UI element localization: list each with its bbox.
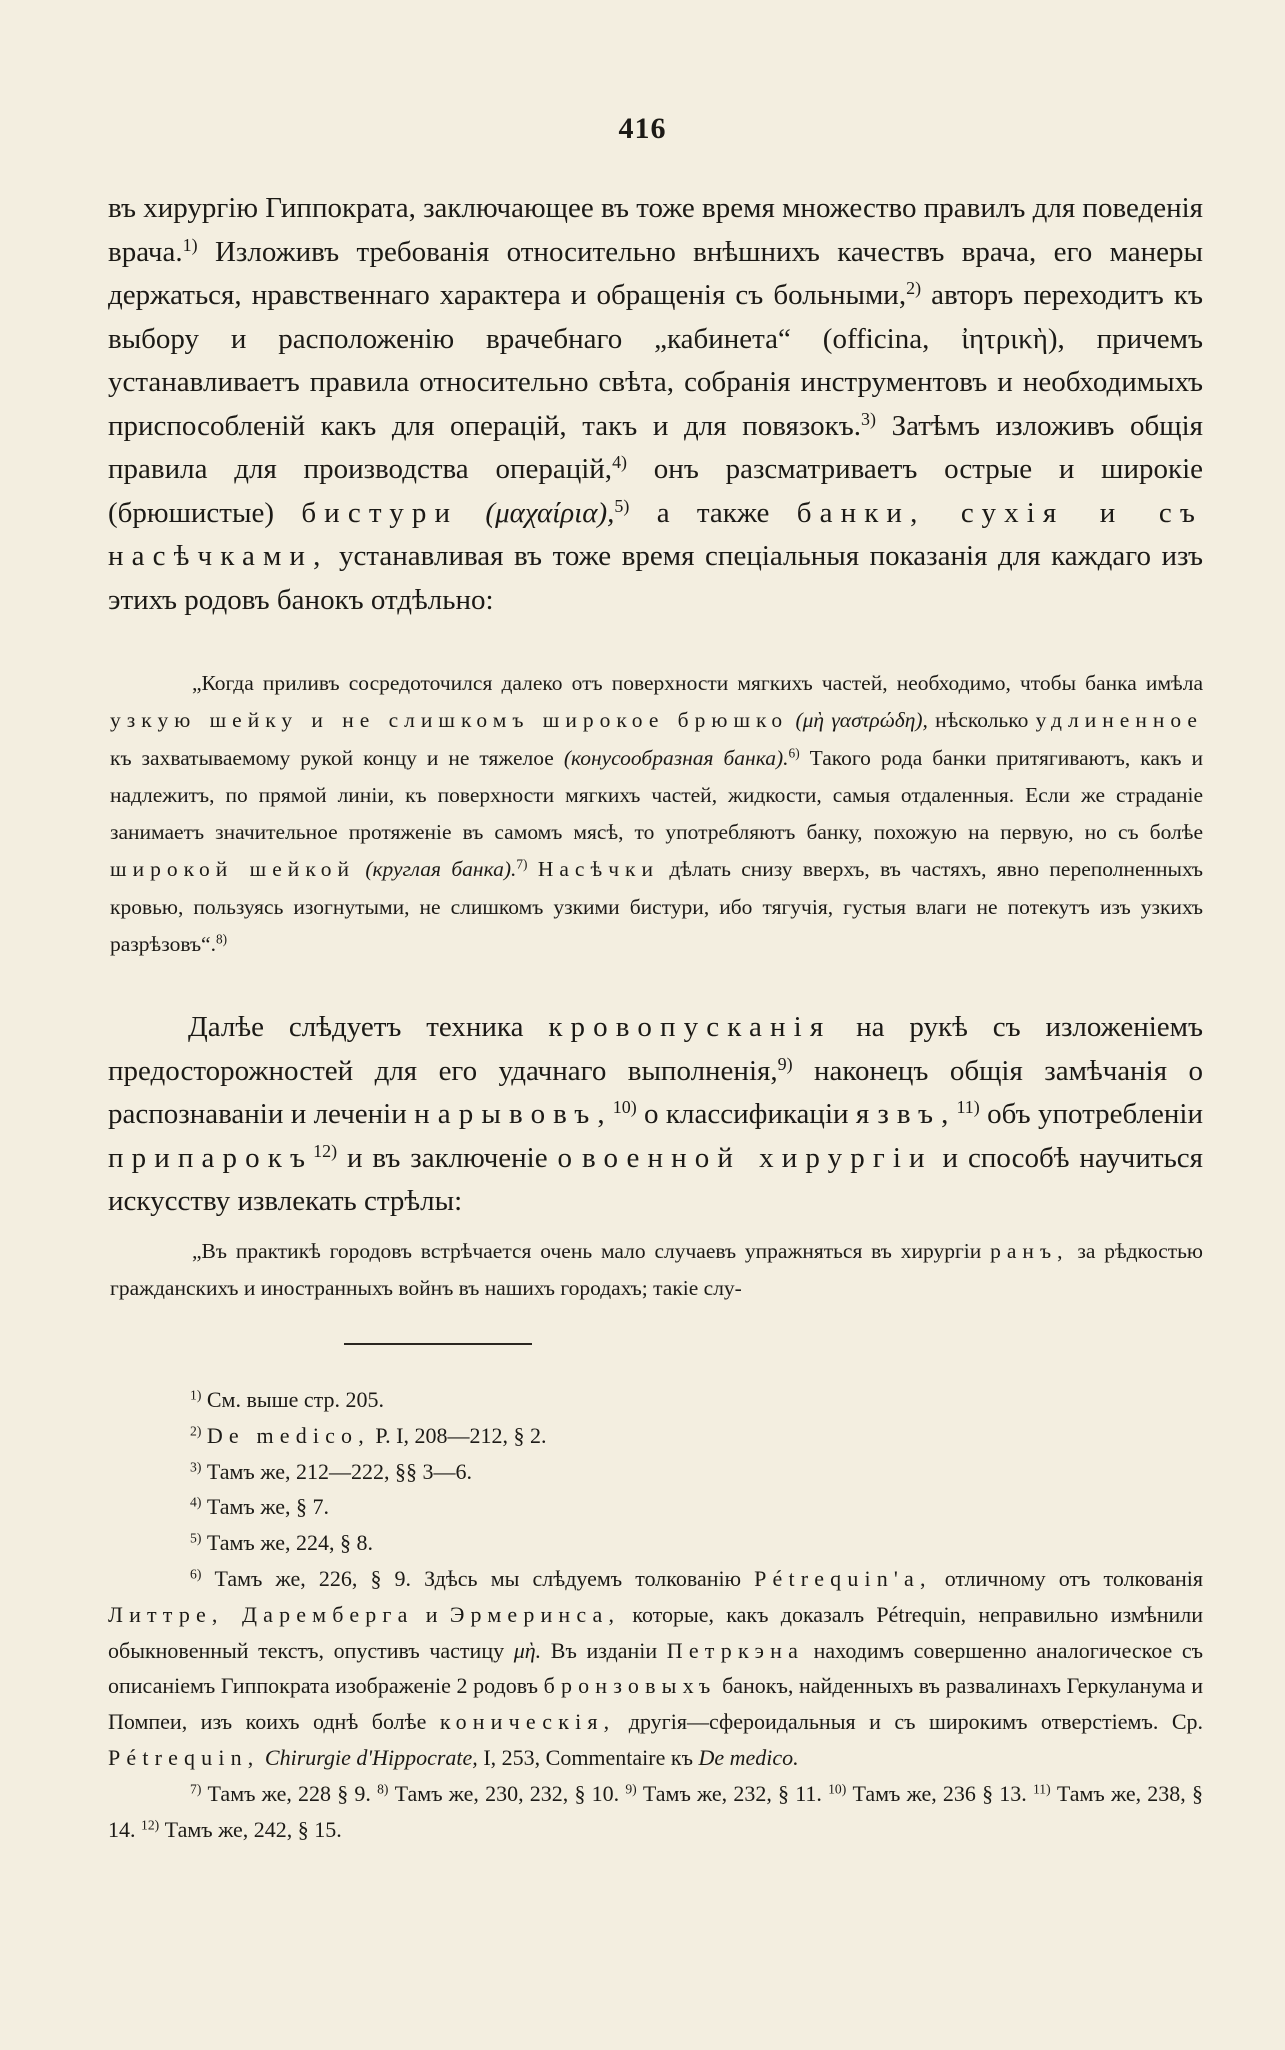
footnote-ref[interactable]: 12) [313, 1140, 338, 1161]
footnote-text: I, 253, Commentaire къ [477, 1744, 699, 1770]
text: и способѣ научиться искусству извлекать стрѣлы: [108, 1141, 1204, 1217]
text: авторъ переходитъ къ выбору и расположенію врачебнаго „кабинета“ (officina, ἰητρικὴ), причемъ устанавливаетъ правила относительно свѣта, собранія инструментовъ и необходимыхъ приспособленій какъ для операцій, такъ и для повязокъ. [108, 279, 1203, 442]
text: на рукѣ съ изложеніемъ предосторожностей для его удачнаго выполненія, [108, 1011, 1203, 1087]
paragraph-2 [108, 1006, 1203, 1224]
spaced-term: узкую шейку и не слишкомъ широкое брюшко [110, 708, 789, 733]
text: Изложивъ требованія относительно внѣшнихъ качествъ врача, его манеры держаться, нравственнаго характера и обращенія съ больными, [108, 235, 1203, 311]
footnote-ref[interactable]: 6) [788, 745, 800, 761]
footnote-marker: 7) [190, 1781, 202, 1797]
paragraph-1 [108, 187, 1203, 622]
footnote-marker: 9) [625, 1781, 637, 1797]
footnote-text: Тамъ же, 238, § 14. [108, 1780, 1203, 1842]
italic-term: μὴ. [513, 1637, 542, 1663]
spaced-term: язвъ, [855, 1098, 957, 1130]
text: Затѣмъ изложивъ общія правила для производства операцій, [108, 409, 1203, 485]
footnote-marker: 2) [190, 1423, 202, 1439]
footnote-marker: 8) [377, 1781, 389, 1797]
italic-term: Chirurgie d'Hippocrate, [264, 1744, 478, 1770]
footnote-marker: 3) [190, 1459, 202, 1475]
footnote-divider [344, 1343, 532, 1345]
spaced-term: Эрмеринса, [449, 1601, 621, 1627]
spaced-term: Насѣчки [537, 857, 660, 882]
spaced-term: бистури [301, 496, 459, 529]
footnote-marker: 6) [190, 1566, 202, 1582]
page-number: 416 [618, 112, 667, 145]
footnote-marker: 12) [141, 1817, 160, 1833]
spaced-term: припарокъ [108, 1141, 314, 1174]
footnote-text: Тамъ же, 224, § 8. [201, 1530, 373, 1556]
footnote-4 [108, 1489, 1203, 1525]
spaced-term: нарывовъ, [414, 1098, 613, 1130]
footnote-text: Тамъ же, 230, 232, § 10. [388, 1780, 626, 1806]
spaced-term: Pétrequin, [108, 1744, 260, 1770]
footnote-text: отличному отъ толкованія [931, 1565, 1203, 1591]
text: устанавливая въ тоже время спеціальныя показанія для каждаго изъ этихъ родовъ банокъ отдѣльно: [108, 540, 1203, 616]
footnote-5 [108, 1525, 1203, 1561]
footnote-text: Тамъ же, 236 § 13. [846, 1780, 1033, 1806]
footnote-text: другія—сфероидальныя и съ широкимъ отверстіемъ. Ср. [615, 1709, 1203, 1735]
footnote-ref[interactable]: 2) [906, 278, 922, 299]
spaced-term: удлиненное [1035, 708, 1203, 733]
spaced-term: ранъ, [990, 1239, 1069, 1263]
spaced-term: кровопусканія [548, 1011, 832, 1043]
footnote-ref[interactable]: 11) [956, 1097, 980, 1118]
text: и въ заключеніе о [337, 1141, 582, 1174]
spaced-term: Pétrequin'a, [754, 1565, 932, 1591]
footnote-1 [108, 1382, 1203, 1418]
text: въ хирургію Гиппократа, заключающее въ тоже время множество правилъ для поведенія врача. [108, 192, 1203, 268]
footnote-marker: 5) [190, 1530, 202, 1546]
italic-term: (μὴ γαστρώδη), [788, 708, 928, 733]
spaced-term: бронзовыхъ [543, 1673, 717, 1699]
text: объ употребленіи [979, 1098, 1203, 1130]
footnote-text: банокъ, найденныхъ въ развалинахъ Геркуланума и Помпеи, изъ коихъ однѣ болѣе [108, 1673, 1203, 1735]
footnote-text: P. I, 208—212, § 2. [369, 1422, 547, 1448]
text: а также [629, 496, 797, 529]
text: „Когда приливъ сосредоточился далеко отъ поверхности мягкихъ частей, необходимо, чтобы банка имѣла [192, 671, 1203, 695]
footnote-text: См. выше стр. 205. [201, 1387, 384, 1412]
footnote-marker: 10) [828, 1781, 847, 1797]
spaced-term: широкой шейкой [110, 857, 355, 882]
quotation-1 [110, 665, 1203, 963]
text: къ захватываемому рукой концу и не тяжелое [110, 745, 564, 770]
footnote-text: и [413, 1601, 450, 1627]
footnote-2 [108, 1418, 1203, 1454]
text: дѣлать снизу вверхъ, въ частяхъ, явно переполненныхъ кровью, пользуясь изогнутыми, не слишкомъ узкими бистури, ибо тягучія, густыя влаги не потекутъ изъ узкихъ разрѣзовъ“. [110, 857, 1203, 957]
footnote-ref[interactable]: 4) [612, 452, 628, 473]
text: Далѣе слѣдуетъ техника [188, 1011, 549, 1043]
footnote-marker: 1) [190, 1387, 202, 1403]
text: онъ разсматриваетъ острые и широкіе (брюшистые) [108, 453, 1203, 529]
footnotes-7-12 [108, 1776, 1203, 1848]
footnote-text: Въ изданіи [541, 1637, 667, 1663]
italic-term: (конусообразная банка). [563, 745, 789, 770]
footnote-ref[interactable]: 1) [182, 234, 198, 255]
text [528, 857, 538, 881]
spaced-term: банки, сухія и съ насѣчками, [108, 496, 1203, 572]
spaced-term: De medico, [206, 1422, 370, 1448]
footnote-6 [108, 1561, 1203, 1776]
footnote-text: Тамъ же, 212—222, §§ 3—6. [201, 1458, 472, 1484]
text: „Въ практикѣ городовъ встрѣчается очень мало случаевъ упражняться въ хирургіи [192, 1239, 991, 1263]
text: нѣсколько [927, 708, 1036, 733]
footnote-text: Тамъ же, 228 § 9. [201, 1780, 378, 1806]
text: Такого рода банки притягиваютъ, какъ и надлежитъ, по прямой линіи, къ поверхности мягкихъ частей, жидкости, самыя отдаленныя. Если же страданіе занимаетъ значительное протяженіе въ самомъ мясѣ, то употребляютъ банку, похожую на первую, но съ болѣе [110, 745, 1203, 845]
text: о классификаціи [636, 1098, 856, 1130]
italic-term: (круглая банка). [355, 857, 517, 882]
spaced-term: Петркэна [666, 1637, 804, 1663]
quotation-2 [110, 1233, 1203, 1308]
footnote-text: Тамъ же, § 7. [201, 1494, 329, 1520]
spaced-term: Литтре, Даремберга [108, 1601, 414, 1627]
footnote-ref[interactable]: 10) [612, 1097, 637, 1118]
footnote-text: Тамъ же, 232, § 11. [636, 1780, 829, 1806]
footnote-ref[interactable]: 8) [215, 931, 228, 947]
footnote-text: которые, какъ доказалъ Pétrequin, неправильно измѣнили обыкновенный текстъ, опустивъ частицу [108, 1601, 1204, 1663]
spaced-term: военной хирургіи [581, 1141, 933, 1174]
footnote-marker: 4) [190, 1494, 202, 1510]
footnote-marker: 11) [1032, 1781, 1051, 1797]
footnote-ref[interactable]: 3) [861, 408, 876, 429]
footnote-text: находимъ совершенно аналогическое съ описаніемъ Гиппократа изображеніе 2 родовъ [108, 1637, 1204, 1699]
footnote-ref[interactable]: 7) [516, 857, 528, 873]
footnote-3 [108, 1454, 1203, 1490]
footnote-ref[interactable]: 5) [614, 495, 630, 516]
footnotes [108, 1382, 1203, 1847]
text: наконецъ общія замѣчанія о распознаваніи и леченіи [108, 1054, 1203, 1130]
footnote-ref[interactable]: 9) [777, 1053, 793, 1074]
italic-term: De medico. [698, 1744, 799, 1770]
footnote-text: Тамъ же, 226, § 9. Здѣсь мы слѣдуемъ толкованію [201, 1565, 755, 1591]
text: за рѣдкостью гражданскихъ и иностранныхъ войнъ въ нашихъ городахъ; такіе слу- [110, 1239, 1203, 1301]
spaced-term: коническія, [439, 1709, 616, 1735]
greek-term: (μαχαίρια), [458, 496, 615, 529]
footnote-text: Тамъ же, 242, § 15. [159, 1816, 342, 1842]
